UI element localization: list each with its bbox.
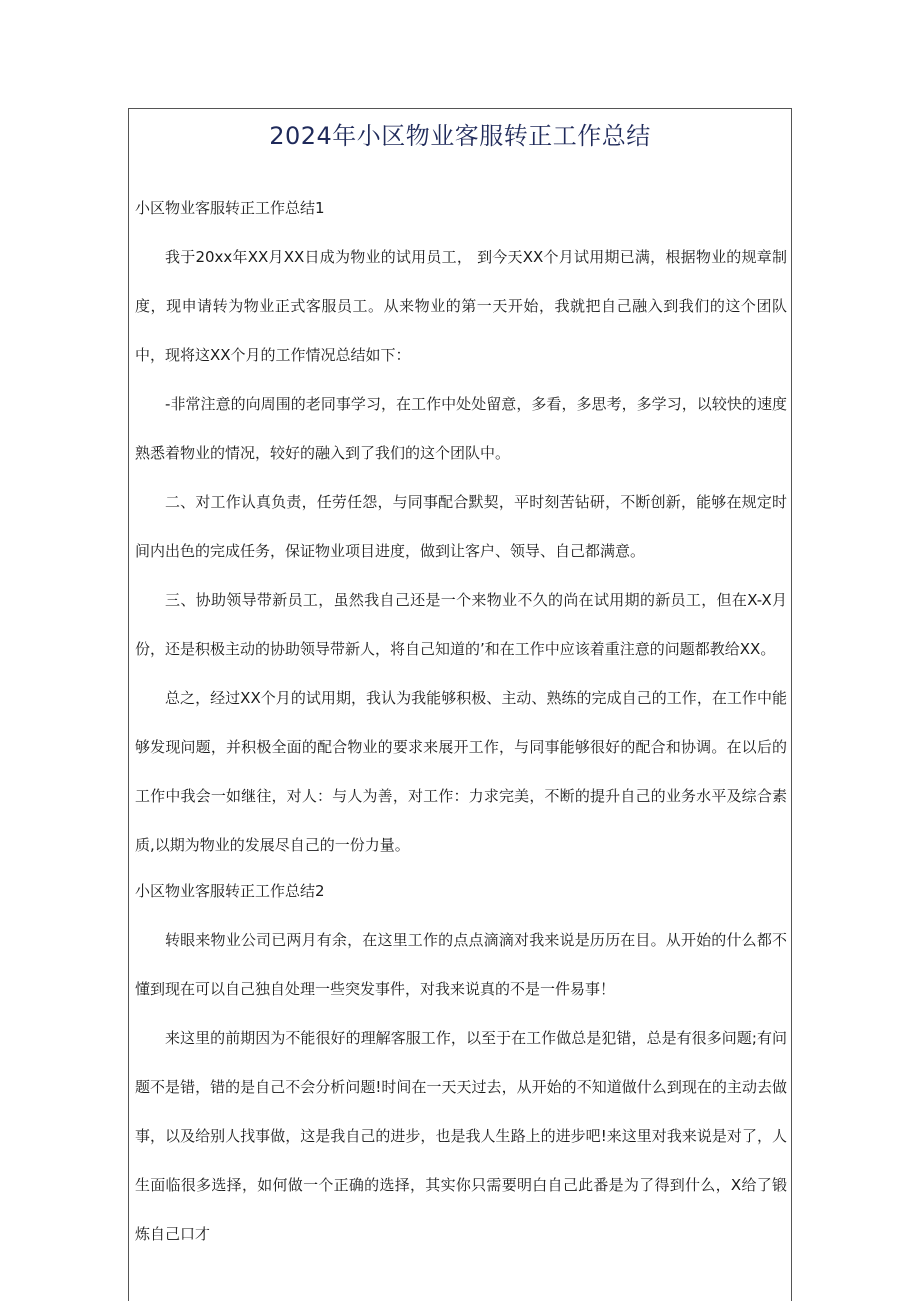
paragraph: -非常注意的向周围的老同事学习，在工作中处处留意，多看，多思考，多学习，以较快的速度熟悉着物业的情况，较好的融入到了我们的这个团队中。 [135, 395, 787, 462]
paragraph: 转眼来物业公司已两月有余，在这里工作的点点滴滴对我来说是历历在目。从开始的什么都不懂到现在可以自己独自处理一些突发事件，对我来说真的不是一件易事！ [135, 931, 787, 998]
paragraph: 三、协助领导带新员工，虽然我自己还是一个来物业不久的尚在试用期的新员工，但在X-X月份，还是积极主动的协助领导带新人，将自己知道的’和在工作中应该着重注意的问题都教给XX。 [135, 591, 787, 658]
document-body [135, 187, 787, 1259]
paragraph: 二、对工作认真负责，任劳任怨，与同事配合默契，平时刻苦钻研，不断创新，能够在规定时间内出色的完成任务，保证物业项目进度，做到让客户、领导、自己都满意。 [135, 493, 787, 560]
section-heading: 小区物业客服转正工作总结1 [135, 199, 325, 217]
paragraph: 我于20xx年XX月XX日成为物业的试用员工， 到今天XX个月试用期已满，根据物业的规章制度，现申请转为物业正式客服员工。从来物业的第一天开始，我就把自己融入到我们的这个团队中，现将这XX个月的工作情况总结如下： [135, 248, 787, 364]
paragraph: 来这里的前期因为不能很好的理解客服工作，以至于在工作做总是犯错，总是有很多问题;有问题不是错，错的是自己不会分析问题!时间在一天天过去，从开始的不知道做什么到现在的主动去做事，以及给别人找事做，这是我自己的进步，也是我人生路上的进步吧!来这里对我来说是对了，人生面临很多选择，如何做一个正确的选择，其实你只需要明白自己此番是为了得到什么，X给了锻炼自己口才 [135, 1029, 787, 1243]
document-title: 2024年小区物业客服转正工作总结 [269, 122, 651, 150]
document-page [128, 108, 792, 1301]
section-heading: 小区物业客服转正工作总结2 [135, 882, 325, 900]
paragraph: 总之，经过XX个月的试用期，我认为我能够积极、主动、熟练的完成自己的工作，在工作中能够发现问题，并积极全面的配合物业的要求来展开工作，与同事能够很好的配合和协调。在以后的工作中我会一如继往，对人：与人为善，对工作：力求完美，不断的提升自己的业务水平及综合素质,以期为物业的发展尽自己的一份力量。 [135, 689, 787, 854]
